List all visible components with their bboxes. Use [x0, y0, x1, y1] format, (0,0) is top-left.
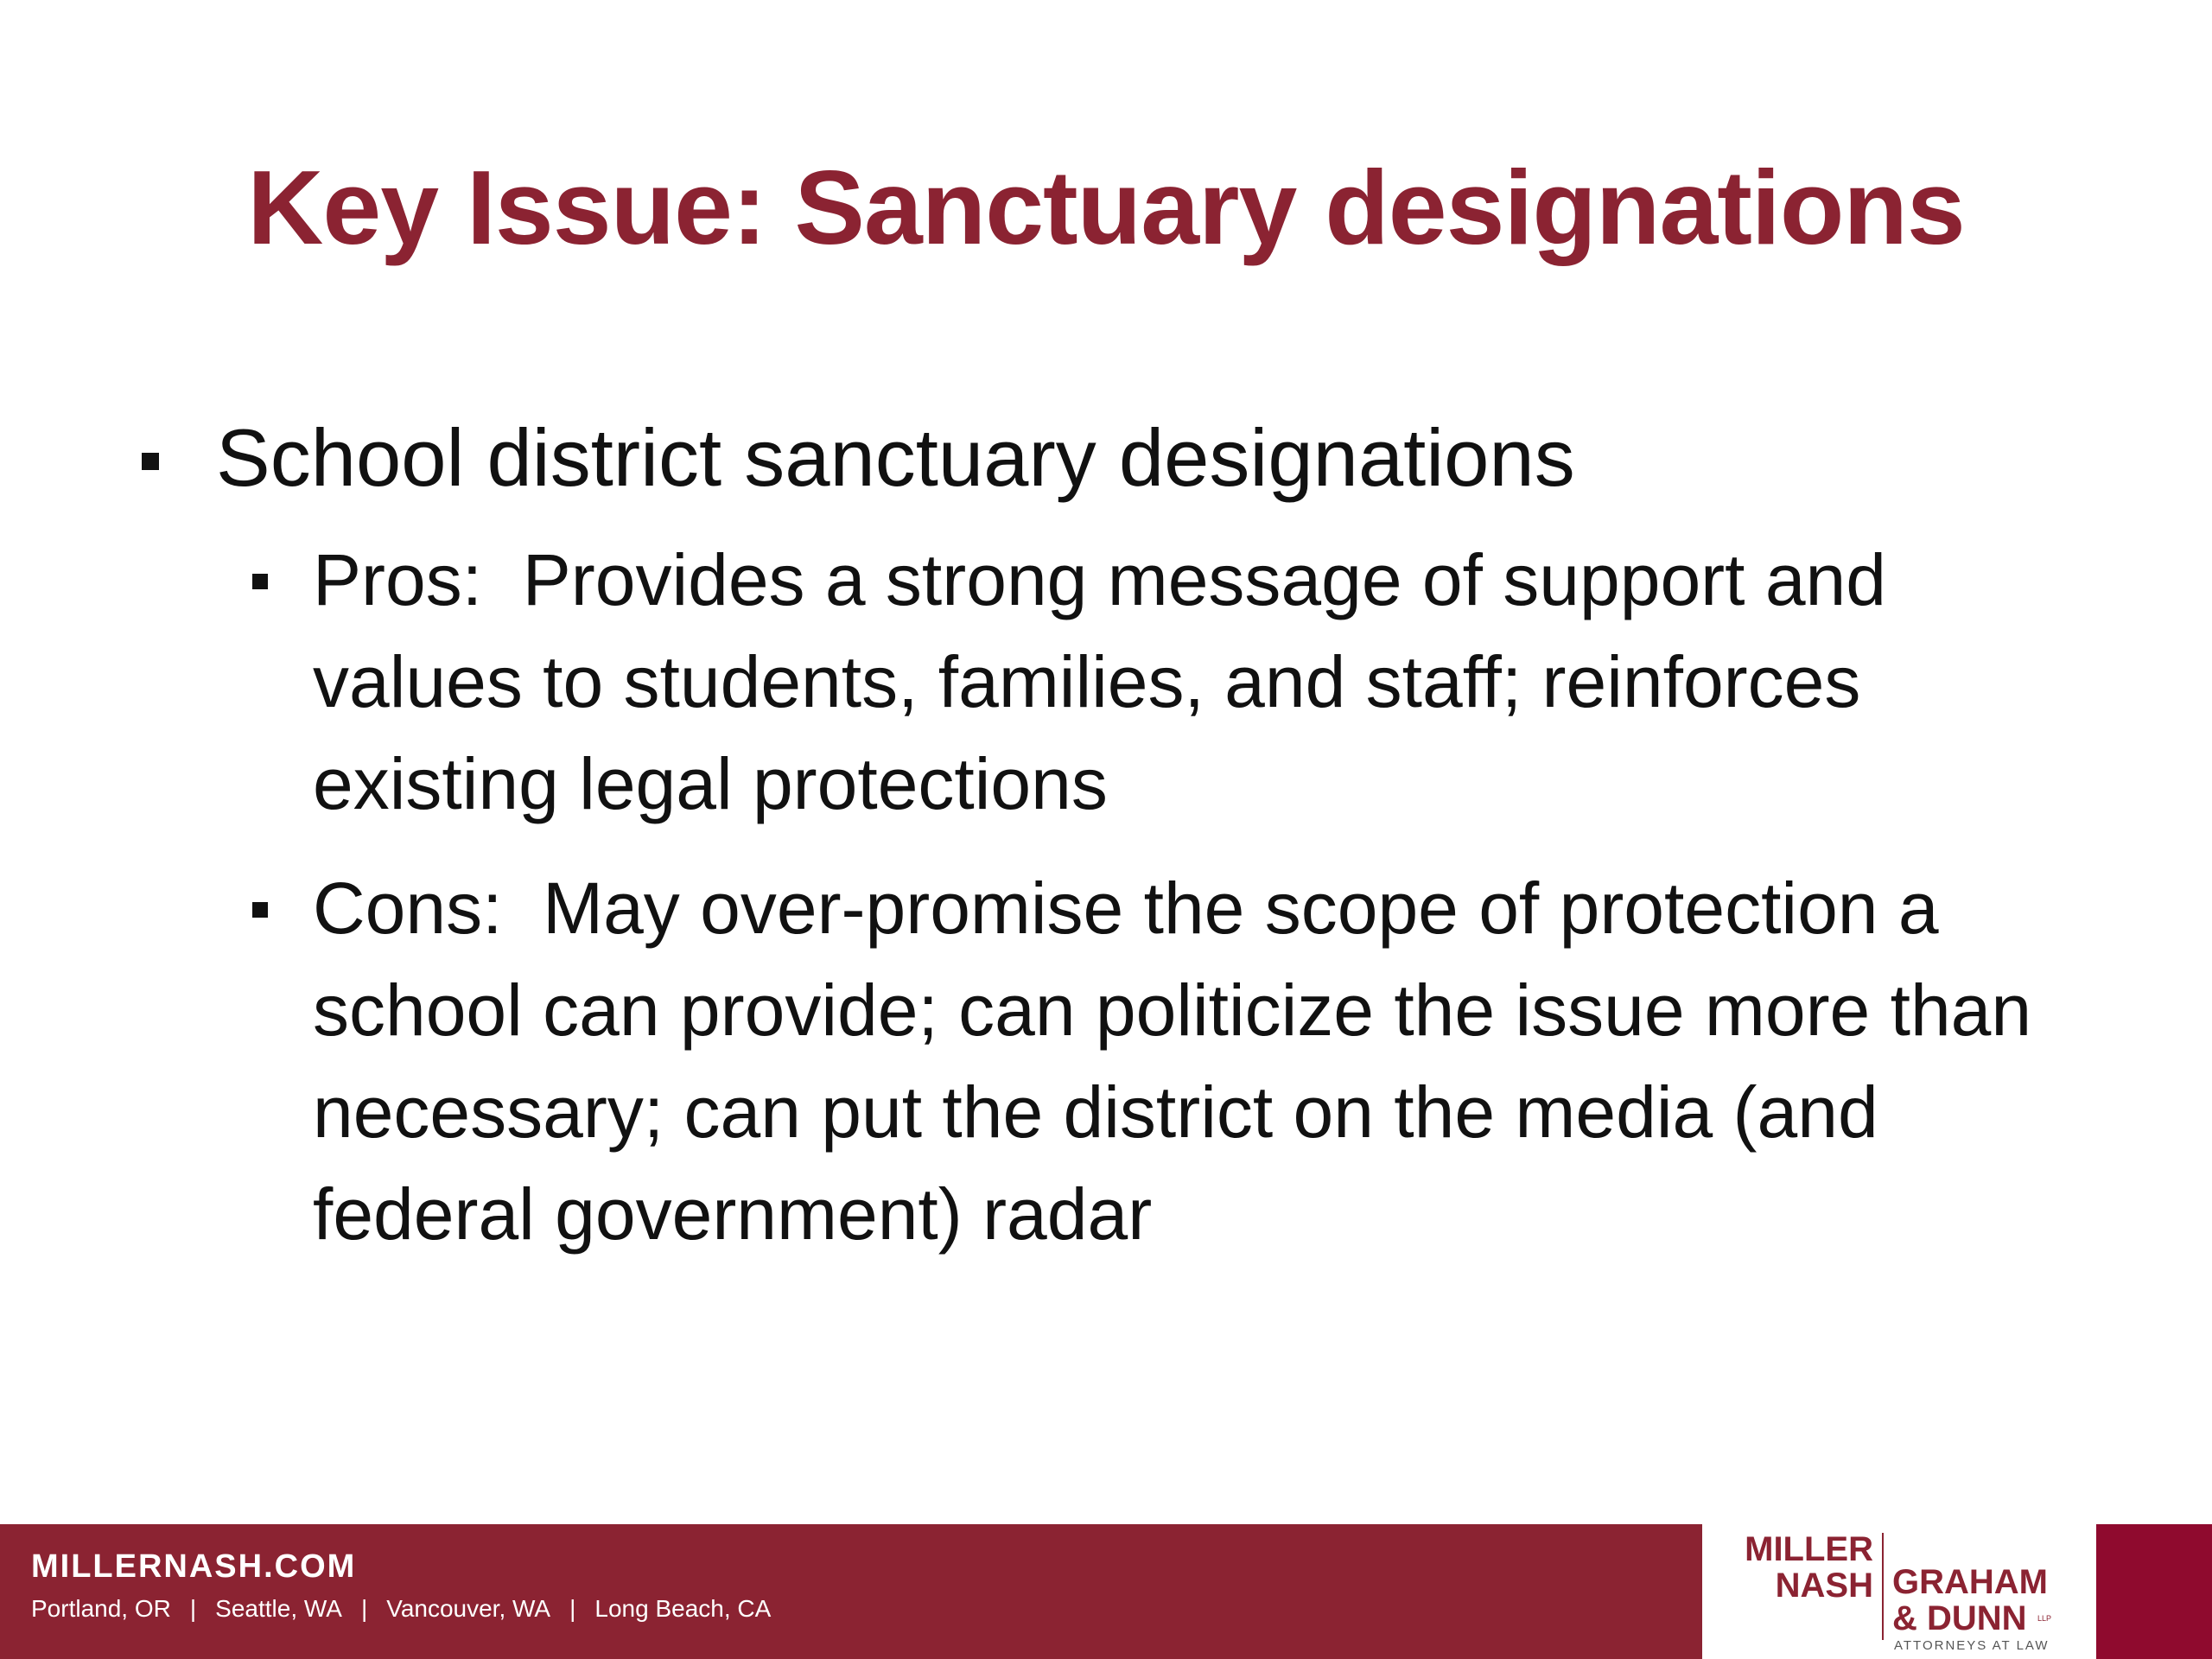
square-bullet-icon	[252, 902, 268, 918]
logo-divider	[1882, 1533, 1884, 1640]
bullet-text: Cons: May over-promise the scope of protection a school can provide; can politicize the issue more than necessary; can put the district on the media (and federal government) radar	[313, 868, 2052, 1255]
logo-line-miller: MILLER	[1745, 1530, 1873, 1568]
footer-bar	[0, 1524, 1702, 1659]
footer-website: MILLERNASH.COM	[31, 1548, 357, 1585]
bullet-cons	[313, 857, 2052, 1265]
bullet-level1	[130, 406, 2091, 510]
square-bullet-icon	[142, 453, 159, 470]
logo-tagline: ATTORNEYS AT LAW	[1894, 1638, 2050, 1653]
separator: |	[189, 1595, 197, 1622]
bullet-text: Pros: Provides a strong message of support and values to students, families, and staff; reinforces existing legal protections	[313, 539, 1907, 824]
bullet-pros	[313, 529, 2041, 835]
footer-accent-bar	[2096, 1524, 2212, 1659]
location-vancouver: Vancouver, WA	[386, 1595, 551, 1622]
separator: |	[569, 1595, 576, 1622]
slide-body	[130, 406, 2091, 1287]
logo-line-nash: NASH	[1775, 1567, 1873, 1605]
footer-locations	[31, 1595, 771, 1623]
logo-right-text	[1892, 1564, 2048, 1637]
logo-left-text	[1728, 1531, 1873, 1604]
logo-line-graham: GRAHAM	[1892, 1563, 2048, 1601]
logo-llp: LLP	[2037, 1614, 2052, 1623]
square-bullet-icon	[252, 574, 268, 589]
location-seattle: Seattle, WA	[215, 1595, 342, 1622]
location-long-beach: Long Beach, CA	[594, 1595, 772, 1622]
separator: |	[360, 1595, 368, 1622]
slide-title: Key Issue: Sanctuary designations	[247, 149, 1965, 266]
bullet-text: School district sanctuary designations	[216, 412, 1575, 503]
location-portland: Portland, OR	[31, 1595, 171, 1622]
logo-line-dunn: & DUNN	[1892, 1599, 2027, 1637]
